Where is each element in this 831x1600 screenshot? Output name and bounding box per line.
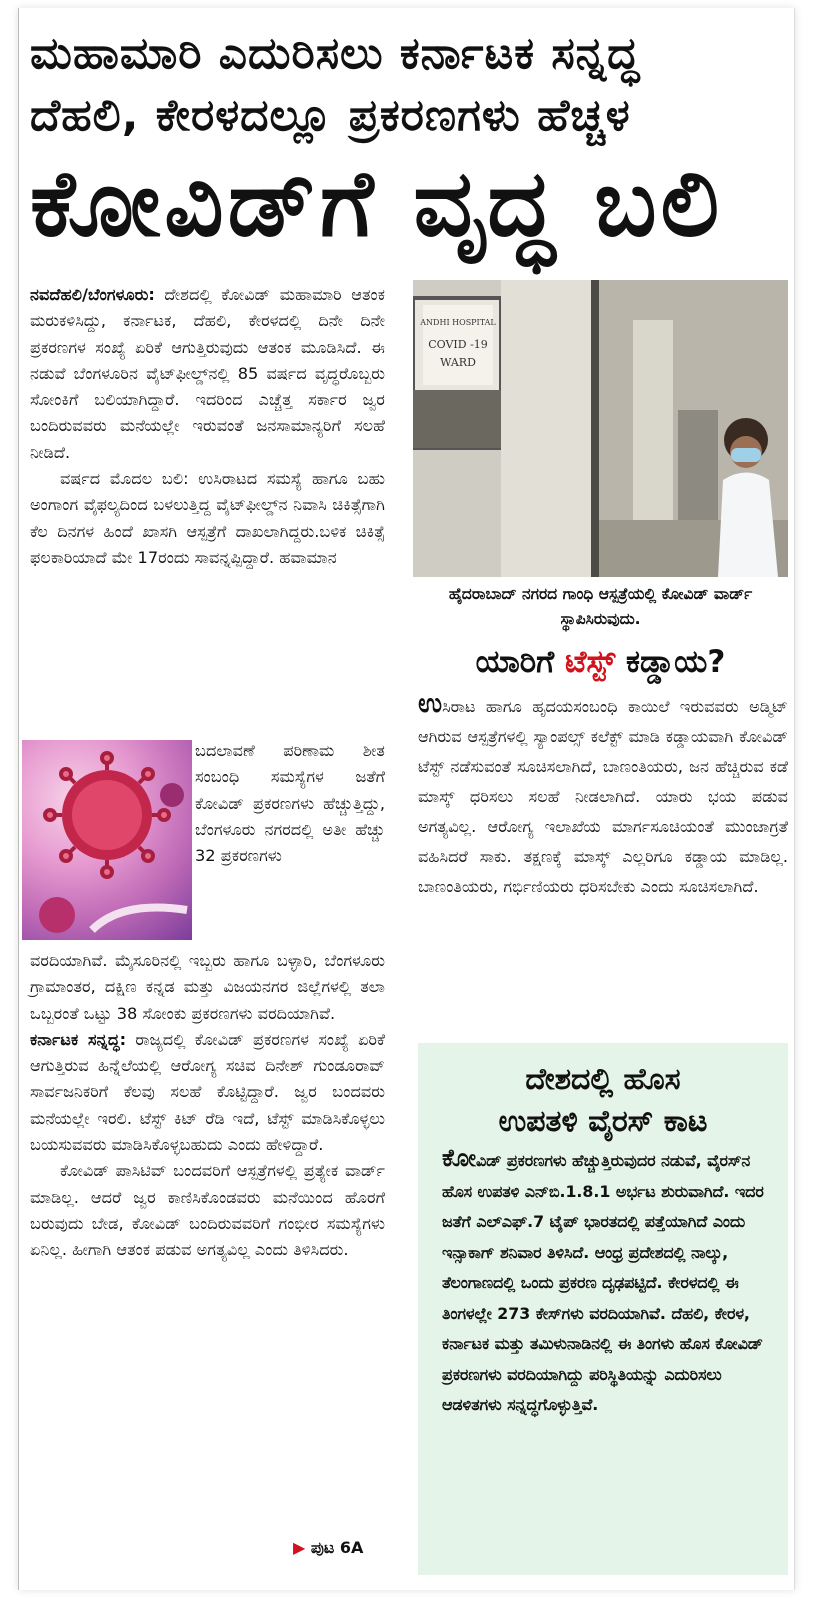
article-paragraph-3	[30, 1027, 385, 1158]
sign-ward: WARD	[440, 356, 476, 369]
article-column-wrap	[195, 738, 385, 869]
test-dropcap: ಉ	[418, 689, 443, 719]
box-dropcap: ಕೋ	[442, 1144, 476, 1172]
box-title-line-1: ದೇಶದಲ್ಲಿ ಹೊಸ	[525, 1062, 681, 1097]
continued-on-page	[293, 1538, 363, 1558]
article-paragraph-1	[30, 282, 385, 466]
hospital-photo	[413, 280, 788, 577]
test-section-body	[418, 689, 788, 902]
test-heading-post: ಕಡ್ಡಾಯ?	[615, 644, 726, 680]
article-paragraph-2-wrap: ಬದಲಾವಣೆ ಪರಿಣಾಮ ಶೀತ ಸಂಬಂಧಿ ಸಮಸ್ಯೆಗಳ ಜತೆಗೆ ಕೋವಿಡ್ ಪ್ರಕರಣಗಳು ಹೆಚ್ಚುತ್ತಿದ್ದು, ಬೆಂಗಳೂರು ನಗರದಲ್ಲಿ ಅತೀ ಹೆಚ್ಚು 32 ಪ್ರಕರಣಗಳು	[195, 741, 385, 866]
article-column-top	[30, 282, 385, 571]
paragraph-1-text: ದೇಶದಲ್ಲಿ ಕೋವಿಡ್ ಮಹಾಮಾರಿ ಆತಂಕ ಮರುಕಳಿಸಿದ್ದು, ಕರ್ನಾಟಕ, ದೆಹಲಿ, ಕೇರಳದಲ್ಲಿ ದಿನೇ ದಿನೇ ಪ್ರಕರಣಗಳ ಸಂಖ್ಯೆ ಏರಿಕೆ ಆಗುತ್ತಿರುವುದು ಆತಂಕ ಮೂಡಿಸಿದೆ. ಈ ನಡುವೆ ಬೆಂಗಳೂರಿನ ವೈಟ್‌ಫೀಲ್ಡ್‌ನಲ್ಲಿ 85 ವರ್ಷದ ವೃದ್ಧರೊಬ್ಬರು ಸೋಂಕಿಗೆ ಬಲಿಯಾಗಿದ್ದಾರೆ. ಇದರಿಂದ ಎಚ್ಚೆತ್ತ ಸರ್ಕಾರ ಜ್ವರ ಬಂದಿರುವವರು ಮನೆಯಲ್ಲೇ ಇರುವಂತೆ ಜನಸಾಮಾನ್ಯರಿಗೆ ಸಲಹೆ ನೀಡಿದೆ.	[30, 285, 385, 462]
box-body-text: ವಿಡ್ ಪ್ರಕರಣಗಳು ಹೆಚ್ಚುತ್ತಿರುವುದರ ನಡುವೆ, ವೈರಸ್‌ನ ಹೊಸ ಉಪತಳಿ ಎನ್‌ಬಿ.1.8.1 ಅರ್ಭಟ ಶುರುವಾಗಿದೆ. ಇದರ ಜತೆಗೆ ಎಲ್‌ಎಫ್.7 ಟೈಪ್ ಭಾರತದಲ್ಲಿ ಪತ್ತೆಯಾಗಿದೆ ಎಂದು ಇನ್ಸಾಕಾಗ್ ಶನಿವಾರ ತಿಳಿಸಿದೆ. ಆಂಧ್ರ ಪ್ರದೇಶದಲ್ಲಿ ನಾಲ್ಕು, ತೆಲಂಗಾಣದಲ್ಲಿ ಒಂದು ಪ್ರಕರಣ ದೃಢಪಟ್ಟಿದೆ. ಕೇರಳದಲ್ಲಿ ಈ ತಿಂಗಳಲ್ಲೇ 273 ಕೇಸ್‌ಗಳು ವರದಿಯಾಗಿವೆ. ದೆಹಲಿ, ಕೇರಳ, ಕರ್ನಾಟಕ ಮತ್ತು ತಮಿಳುನಾಡಿನಲ್ಲಿ ಈ ತಿಂಗಳು ಹೊಸ ಕೋವಿಡ್ ಪ್ರಕರಣಗಳು ವರದಿಯಾಗಿದ್ದು ಪರಿಸ್ಥಿತಿಯನ್ನು ಎದುರಿಸಲು ಆಡಳಿತಗಳು ಸನ್ನದ್ಧಗೊಳ್ಳುತ್ತಿವೆ.	[442, 1151, 764, 1414]
article-paragraph-4: ಕೋವಿಡ್ ಪಾಸಿಟಿವ್ ಬಂದವರಿಗೆ ಆಸ್ಪತ್ರೆಗಳಲ್ಲಿ ಪ್ರತ್ಯೇಕ ವಾರ್ಡ್ ಮಾಡಿಲ್ಲ. ಆದರೆ ಜ್ವರ ಕಾಣಿಸಿಕೊಂಡವರು ಮನೆಯಿಂದ ಹೊರಗೆ ಬರುವುದು ಬೇಡ, ಕೋವಿಡ್ ಬಂದಿರುವವರಿಗೆ ಗಂಭೀರ ಸಮಸ್ಯೆಗಳು ಏನಿಲ್ಲ. ಹೀಗಾಗಿ ಆತಂಕ ಪಡುವ ಅಗತ್ಯವಿಲ್ಲ ಎಂದು ತಿಳಿಸಿದರು.	[30, 1161, 385, 1260]
box-title-line-2: ಉಪತಳಿ ವೈರಸ್ ಕಾಟ	[498, 1104, 708, 1139]
test-section-heading	[413, 644, 788, 681]
photo-caption: ಹೈದರಾಬಾದ್ ನಗರದ ಗಾಂಧಿ ಆಸ್ಪತ್ರೆಯಲ್ಲಿ ಕೋವಿಡ್ ವಾರ್ಡ್ ಸ್ಥಾಪಿಸಿರುವುದು.	[448, 585, 753, 628]
headline-line-1: ಮಹಾಮಾರಿ ಎದುರಿಸಲು ಕರ್ನಾಟಕ ಸನ್ನದ್ಧ	[30, 28, 641, 79]
dateline: ನವದೆಹಲಿ/ಬೆಂಗಳೂರು:	[30, 285, 155, 304]
main-headline: ಕೋವಿಡ್‌ಗೆ ವೃದ್ಧ ಬಲಿ	[30, 150, 724, 257]
paragraph-3-text: ರಾಜ್ಯದಲ್ಲಿ ಕೋವಿಡ್ ಪ್ರಕರಣಗಳ ಸಂಖ್ಯೆ ಏರಿಕೆ ಆಗುತ್ತಿರುವ ಹಿನ್ನೆಲೆಯಲ್ಲಿ ಆರೋಗ್ಯ ಸಚಿವ ದಿನೇಶ್ ಗುಂಡೂರಾವ್ ಸಾರ್ವಜನಿಕರಿಗೆ ಕೆಲವು ಸಲಹೆ ಕೊಟ್ಟಿದ್ದಾರೆ. ಜ್ವರ ಬಂದವರು ಮನೆಯಲ್ಲೇ ಇರಲಿ. ಟೆಸ್ಟ್ ಕಿಟ್ ರೆಡಿ ಇದೆ, ಟೆಸ್ಟ್ ಮಾಡಿಸಿಕೊಳ್ಳಲು ಬಯಸುವವರು ಮಾಡಿಸಿಕೊಳ್ಳಬಹುದು ಎಂದು ಹೇಳಿದ್ದಾರೆ.	[30, 1029, 385, 1155]
sign-covid: COVID -19	[428, 338, 488, 351]
test-heading-red: ಟೆಸ್ಟ್	[564, 644, 616, 680]
test-body-text: ಸಿರಾಟ ಹಾಗೂ ಹೃದಯಸಂಬಂಧಿ ಕಾಯಿಲೆ ಇರುವವರು ಅಡ್ಮಿಟ್ ಆಗಿರುವ ಆಸ್ಪತ್ರೆಗಳಲ್ಲಿ ಸ್ಯಾಂಪಲ್ಸ್ ಕಲೆಕ್ಟ್ ಮಾಡಿ ಕಡ್ಡಾಯವಾಗಿ ಕೋವಿಡ್ ಟೆಸ್ಟ್ ನಡೆಸುವಂತೆ ಸೂಚಿಸಲಾಗಿದೆ, ಬಾಣಂತಿಯರು, ಜನ ಹೆಚ್ಚಿರುವ ಕಡೆ ಮಾಸ್ಕ್ ಧರಿಸಲು ಸಲಹೆ ನೀಡಲಾಗಿದೆ. ಯಾರು ಭಯ ಪಡುವ ಅಗತ್ಯವಿಲ್ಲ. ಆರೋಗ್ಯ ಇಲಾಖೆಯ ಮಾರ್ಗಸೂಚಿಯಂತೆ ಮುಂಜಾಗ್ರತೆ ವಹಿಸಿದರೆ ಸಾಕು. ತಕ್ಷಣಕ್ಕೆ ಮಾಸ್ಕ್ ಎಲ್ಲರಿಗೂ ಕಡ್ಡಾಯ ಮಾಡಿಲ್ಲ. ಬಾಣಂತಿಯರು, ಗರ್ಭಿಣಿಯರು ಧರಿಸಬೇಕು ಎಂದು ಸೂಚಿಸಲಾಗಿದೆ.	[418, 697, 788, 896]
test-section-paragraph	[418, 689, 788, 902]
article-paragraph-2-end: ವರದಿಯಾಗಿವೆ. ಮೈಸೂರಿನಲ್ಲಿ ಇಬ್ಬರು ಹಾಗೂ ಬಳ್ಳಾರಿ, ಬೆಂಗಳೂರು ಗ್ರಾಮಾಂತರ, ದಕ್ಷಿಣ ಕನ್ನಡ ಮತ್ತು ವಿಜಯನಗರ ಜಿಲ್ಲೆಗಳಲ್ಲಿ ತಲಾ ಒಬ್ಬರಂತೆ ಒಟ್ಟು 38 ಸೋಂಕು ಪ್ರಕರಣಗಳು ವರದಿಯಾಗಿವೆ.	[30, 951, 385, 1023]
test-heading-pre: ಯಾರಿಗೆ	[475, 644, 565, 680]
box-title	[418, 1059, 788, 1143]
article-paragraph-2: ವರ್ಷದ ಮೊದಲ ಬಲಿ: ಉಸಿರಾಟದ ಸಮಸ್ಯೆ ಹಾಗೂ ಬಹು ಅಂಗಾಂಗ ವೈಫಲ್ಯದಿಂದ ಬಳಲುತ್ತಿದ್ದ ವೈಟ್‌ಫೀಲ್ಡ್‌ನ ನಿವಾಸಿ ಚಿಕಿತ್ಸೆಗಾಗಿ ಕೆಲ ದಿನಗಳ ಹಿಂದೆ ಖಾಸಗಿ ಆಸ್ಪತ್ರೆಗೆ ದಾಖಲಾಗಿದ್ದರು.ಬಳಿಕ ಚಿಕಿತ್ಸೆ ಫಲಕಾರಿಯಾದೆ ಮೇ 17ರಂದು ಸಾವನ್ನಪ್ಪಿದ್ದಾರೆ. ಹವಾಮಾನ	[30, 469, 385, 567]
sign-hospital-name: ANDHI HOSPITAL	[420, 318, 496, 327]
play-triangle-icon: ▶	[293, 1538, 311, 1557]
box-paragraph	[442, 1143, 772, 1421]
headline-line-2: ದೆಹಲಿ, ಕೇರಳದಲ್ಲೂ ಪ್ರಕರಣಗಳು ಹೆಚ್ಚಳ	[30, 90, 631, 141]
continued-page-label: ಪುಟ 6A	[310, 1538, 364, 1557]
hospital-ward-image	[413, 280, 788, 577]
new-variant-box	[418, 1043, 788, 1575]
virus-icon	[22, 740, 192, 940]
box-body	[442, 1143, 772, 1421]
virus-illustration	[22, 740, 192, 940]
article-column-bottom	[30, 948, 385, 1264]
subheading-karnataka-ready: ಕರ್ನಾಟಕ ಸನ್ನದ್ಧ:	[30, 1029, 127, 1049]
